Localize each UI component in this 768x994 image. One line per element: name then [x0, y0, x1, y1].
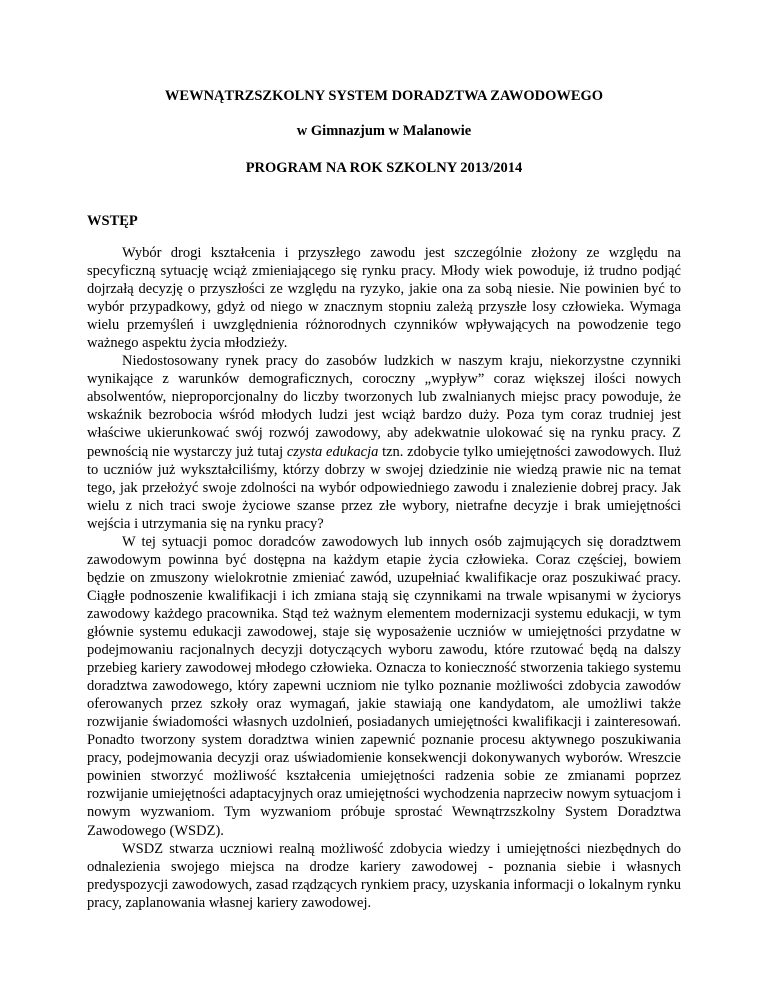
- paragraph-2: [87, 352, 681, 532]
- paragraph-2-part-2: tzn. zdobycie tylko umiejętności zawodowych. Iluż to uczniów już wykształciliśmy, którzy dobrzy w swojej dziedzinie nie wiedzą prawie nic na temat tego, jak przełożyć swoje zdolności na wybór odpowiedniego zawodu i znalezienie dobrej pracy. Jak wielu z nich traci swoje życiowe szanse przez złe wybory, nietrafne decyzje i brak umiejętności wejścia i utrzymania się na rynku pracy?: [87, 443, 681, 532]
- document-title: WEWNĄTRZSZKOLNY SYSTEM DORADZTWA ZAWODOWEGO: [164, 88, 604, 104]
- section-heading-introduction: WSTĘP: [87, 213, 138, 229]
- paragraph-2-italic-term: czysta edukacja: [286, 443, 379, 460]
- paragraph-1: Wybór drogi kształcenia i przyszłego zawodu jest szczególnie złożony ze względu na specyficzną sytuację wciąż zmieniającego się rynku pracy. Młody wiek powoduje, iż trudno podjąć dojrzałą decyzję o przyszłości ze względu na ryzyko, jakie ona za sobą niesie. Nie powinien być to wybór przypadkowy, gdyż od niego w znacznym stopniu zależą przyszłe losy człowieka. Wymaga wielu przemyśleń i uwzględnienia różnorodnych czynników wpływających na powodzenie tego ważnego aspektu życia młodzieży.: [87, 245, 681, 352]
- program-year-title: PROGRAM NA ROK SZKOLNY 2013/2014: [245, 160, 523, 176]
- paragraph-4: WSDZ stwarza uczniowi realną możliwość zdobycia wiedzy i umiejętności niezbędnych do odnalezienia swojego miejsca na drodze kariery zawodowej - poznania siebie i własnych predyspozycji zawodowych, zasad rządzących rynkiem pracy, uzyskania informacji o lokalnym rynku pracy, zaplanowania własnej kariery zawodowej.: [87, 840, 681, 911]
- school-name: w Gimnazjum w Malanowie: [296, 123, 472, 139]
- paragraph-3: W tej sytuacji pomoc doradców zawodowych lub innych osób zajmujących się doradztwem zawodowym powinna być dostępna na każdym etapie życia człowieka. Coraz częściej, bowiem będzie on zmuszony wielokrotnie zmieniać zawód, uzupełniać kwalifikacje oraz poszukiwać pracy. Ciągłe podnoszenie kwalifikacji i ich zmiana stają się czynnikami na trwale wpisanymi w życiorys zawodowy każdego pracownika. Stąd też ważnym elementem modernizacji systemu edukacji, w tym głównie systemu edukacji zawodowej, staje się wyposażenie uczniów w umiejętności przydatne w podejmowaniu racjonalnych decyzji dotyczących wyboru zawodu, które rzutować będą na dalszy przebieg kariery zawodowej młodego człowieka. Oznacza to konieczność stworzenia takiego systemu doradztwa zawodowego, który zapewni uczniom nie tylko poznanie możliwości zdobycia zawodów oferowanych przez szkoły oraz wymagań, jakie stawiają one kandydatom, ale umożliwi także rozwijanie świadomości własnych uzdolnień, posiadanych umiejętności kwalifikacji i zainteresowań. Ponadto tworzony system doradztwa winien zapewnić poznanie procesu aktywnego poszukiwania pracy, podejmowania decyzji oraz uświadomienie konsekwencji dokonywanych wyborów. Wreszcie powinien stworzyć możliwość kształcenia umiejętności radzenia sobie ze zmianami poprzez rozwijanie umiejętności adaptacyjnych oraz umiejętności wychodzenia naprzeciw nowym sytuacjom i nowym wyzwaniom. Tym wyzwaniom próbuje sprostać Wewnątrzszkolny System Doradztwa Zawodowego (WSDZ).: [87, 533, 681, 839]
- paragraph-2-part-1: Niedostosowany rynek pracy do zasobów ludzkich w naszym kraju, niekorzystne czynniki wynikające z warunków demograficznych, coroczny „wypływ” coraz większej ilości nowych absolwentów, nieproporcjonalny do liczby tworzonych lub zwalnianych miejsc pracy powoduje, że wskaźnik bezrobocia wśród młodych ludzi jest wciąż bardzo duży. Poza tym coraz trudniej jest właściwe ukierunkować swój rozwój zawodowy, aby adekwatnie ulokować się na rynku pracy. Z pewnością nie wystarczy już tutaj: [87, 353, 681, 460]
- body-text: [87, 244, 681, 912]
